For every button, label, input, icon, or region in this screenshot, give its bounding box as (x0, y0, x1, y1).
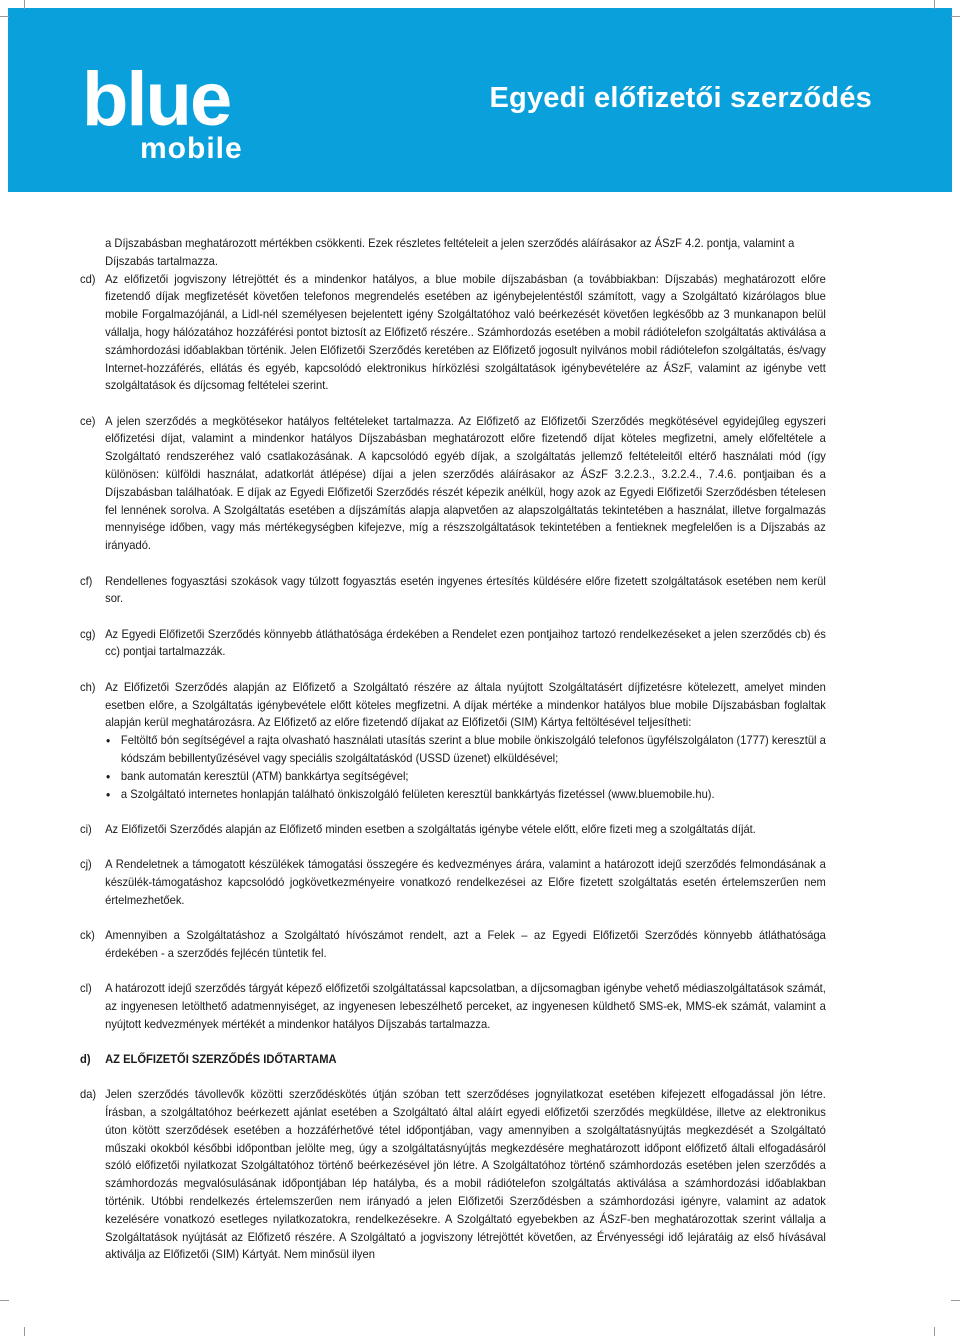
section-label: cg) (80, 626, 96, 641)
section-cj (80, 856, 826, 909)
logo-sub: mobile (140, 132, 243, 165)
crop-mark (0, 16, 9, 26)
section-ck (80, 927, 826, 963)
section-text: Az Előfizetői Szerződés alapján az Előfizető minden esetben a szolgáltatás igénybe vétele előtt, előre fizeti meg a szolgáltatás díját. (105, 821, 756, 836)
crop-mark (0, 1300, 9, 1310)
logo-word: blue (82, 57, 231, 142)
section-ch (80, 679, 826, 804)
crop-mark (24, 1327, 34, 1336)
crop-mark (24, 0, 34, 9)
crop-mark (951, 1300, 960, 1310)
section-text: A határozott idejű szerződés tárgyát képező előfizetői szolgáltatással kapcsolatban, a díjcsomagban igénybe vehető médiaszolgáltatások számát, az ingyenesen letölthető adatmennyiséget, az ingyenesen lebeszélhető perceket, az ingyenesen küldhető SMS-ek, MMS-ek számát, valamint a nyújtott kedvezmények mértékét a mindenkor hatályos Díjszabás tartalmazza. (105, 981, 826, 1031)
section-text: Amennyiben a Szolgáltatáshoz a Szolgáltató hívószámot rendelt, azt a Felek – az Egyedi Előfizetői Szerződés könnyebb átláthatósága érdekében - a szerződés fejlécén tüntetik fel. (105, 928, 826, 960)
document-body (80, 235, 826, 1282)
section-text: Az előfizetői jogviszony létrejöttét és a mindenkor hatályos, a blue mobile díjszabásban (a továbbiakban: Díjszabás) meghatározott előre fizetendő díjak megfizetését követően telefonos megrendelés esetében az igénybejelentéstől számított, vagy a Szolgáltató kizárólagos blue mobile Forgalmazójánál, a Lidl-nél személyesen bejelentett igény Szolgáltatóhoz való beérkezését követően legkésőbb az 3 munkanapon belül vállalja, hogy hálózatához hozzáférési pontot biztosít az Előfizető részére.. Számhordozás esetében a mobil rádiótelefon szolgáltatás aktiválása a számhordozási időablakban történik. Jelen Előfizetői Szerződés keretében az Előfizető jogosult nyilvános mobil rádiótelefon szolgáltatás, és/vagy Internet-hozzáférés, ellátás és egyéb, kapcsolódó elektronikus hírközlési szolgáltatások igénybevételére az ÁSzF, valamint az igénybe vett szolgáltatások és díjcsomag feltételei szerint. (105, 271, 826, 393)
section-label: cj) (80, 857, 92, 872)
crop-mark (951, 16, 960, 26)
section-text: Az Előfizetői Szerződés alapján az Előfizető a Szolgáltató részére az általa nyújtott Szolgáltatásért díjfizetésre kötelezett, amelyet minden esetben előre, a Szolgáltatás igénybevétele előtt köteles megfizetni. A díjak mértéke a mindenkor hatályos blue mobile Díjszabásban foglaltak alapján kerül meghatározásra. Az Előfizető az előre fizetendő díjakat az Előfizetői (SIM) Kártya feltöltésével teljesítheti: (105, 679, 826, 730)
header-banner (8, 8, 952, 192)
section-text: Rendellenes fogyasztási szokások vagy túlzott fogyasztás esetén ingyenes értesítés küldésére előre fizetett szolgáltatások esetében nem kerül sor. (105, 573, 826, 606)
section-label: da) (80, 1087, 97, 1102)
intro-continuation: a Díjszabásban meghatározott mértékben csökkenti. Ezek részletes feltételeit a jelen szerződés aláírásakor az ÁSzF 4.2. pontja, valamint a Díjszabás tartalmazza. (105, 236, 795, 268)
section-text: Jelen szerződés távollevők közötti szerződéskötés útján szóban tett szerződéses jognyilatkozat esetében kifejezett elfogadással jön létre. Írásban, a szolgáltatóhoz beérkezett ajánlat esetében a Szolgáltató által aláírt egyedi előfizetői szerződés megküldése, illetve az elektronikus úton kötött szerződések esetében a hozzáférhetővé tétel időpontjában, vagy amennyiben a szolgáltatásnyújtás megkezdését a Szolgáltató műszaki okokból későbbi időpontban jelölte meg, úgy a szolgáltatásnyújtás megkezdésére meghatározott időpont előfizető általi elfogadásáról szóló előfizetői nyilatkozat Szolgáltatóhoz történő beérkezésével jön létre. A Szolgáltatóhoz történő számhordozás esetében jelen szerződés a számhordozás megvalósulásának időpontjában lép hatályba, és a mobil rádiótelefon szolgáltatás aktiválása a számhordozási időablakban történik. Utóbbi rendelkezés értelemszerűen nem irányadó a jelen Előfizetői Szerződésben a számhordozási igényre, valamint az adatok kezelésére vonatkozó esetleges nyilatkozatokra, rendelkezésekre. A Szolgáltató egyebekben az ÁSzF-ben meghatározottak szerint vállalja a Szolgáltatások nyújtását az Előfizető részére. A Szolgáltató a jogviszony létrejöttét követően, az Érvényességi idő lejáratáig az első hívásával aktiválja az Előfizetői (SIM) Kártyát. Nem minősül ilyen (105, 1087, 826, 1262)
section-cd (80, 271, 826, 396)
section-label: d) (80, 1051, 91, 1066)
list-item: • a Szolgáltató internetes honlapján található önkiszolgáló felületen keresztül bankkártyás fizetéssel (www.bluemobile.hu). (121, 786, 826, 804)
section-ci (80, 821, 826, 839)
section-label: ch) (80, 679, 96, 694)
section-text: A jelen szerződés a megkötésekor hatályos feltételeket tartalmazza. Az Előfizető az Előfizetői Szerződés megkötésével egyidejűleg egyszeri előfizetési díjat, valamint a mindenkor hatályos Díjszabásban meghatározott előre fizetendő díjat köteles megfizetni, amely előfeltétele a Szolgáltató rendszeréhez való csatlakozásának. A kapcsolódó egyéb díjak, a szolgáltatás jellemző feltételeitől eltérő használati mód (így különösen: külföldi használat, adatkorlát átlépése) díjai a jelen szerződés aláírásakor az ÁSzF 3.2.2.3., 3.2.2.4., 7.4.6. pontjaiban és a Díjszabásban találhatóak. E díjak az Egyedi Előfizetői Szerződés részét képezik anélkül, hogy azok az Egyedi Előfizetői Szerződésben tételesen fel lennének sorolva. A Szolgáltatás esetében a díjszámítás alapja alapvetően az alapszolgáltatás tekintetében a használat, illetve forgalmazás mennyisége időben, vagy más mértékegységben kifejezve, míg a részszolgáltatások tekintetében a fentieknek megfelelően is a Díjszabás az irányadó. (105, 413, 826, 553)
crop-mark (934, 1327, 944, 1336)
crop-mark (934, 0, 944, 9)
section-text: A Rendeletnek a támogatott készülékek támogatási összegére és kedvezményes árára, valamint a határozott idejű szerződés felmondásának a készülék-támogatáshoz kapcsolódó jogkövetkezményeire vonatkozó rendelkezései az Előre fizetett szolgáltatás esetén értelemszerűen nem értelmezhetőek. (105, 857, 826, 907)
section-d-heading (80, 1051, 826, 1069)
section-label: ck) (80, 928, 95, 942)
payment-methods-list (105, 732, 826, 803)
list-item: • bank automatán keresztül (ATM) bankkártya segítségével; (121, 768, 826, 786)
section-heading: AZ ELŐFIZETŐI SZERZŐDÉS IDŐTARTAMA (105, 1051, 337, 1066)
section-label: cl) (80, 981, 92, 996)
blue-mobile-logo (82, 57, 272, 170)
section-da (80, 1086, 826, 1264)
section-cf (80, 573, 826, 609)
section-text: Az Egyedi Előfizetői Szerződés könnyebb átláthatósága érdekében a Rendelet ezen pontjaihoz tartozó rendelkezéseket a jelen szerződés cb) és cc) pontjai tartalmazzák. (105, 626, 826, 659)
section-label: ci) (80, 821, 92, 836)
section-ce (80, 413, 826, 555)
section-cl (80, 980, 826, 1033)
section-label: cd) (80, 271, 96, 286)
section-label: cf) (80, 573, 93, 588)
section-cg (80, 626, 826, 662)
section-label: ce) (80, 413, 96, 428)
list-item: • Feltöltő bón segítségével a rajta olvasható használati utasítás szerint a blue mobile önkiszolgáló telefonos ügyfélszolgálaton (1777) keresztül a kódszám bebillentyűzésével vagy speciális szolgáltatáskód (USSD üzenet) elküldésével; (121, 732, 826, 768)
page-title: Egyedi előfizetői szerződés (489, 82, 872, 114)
